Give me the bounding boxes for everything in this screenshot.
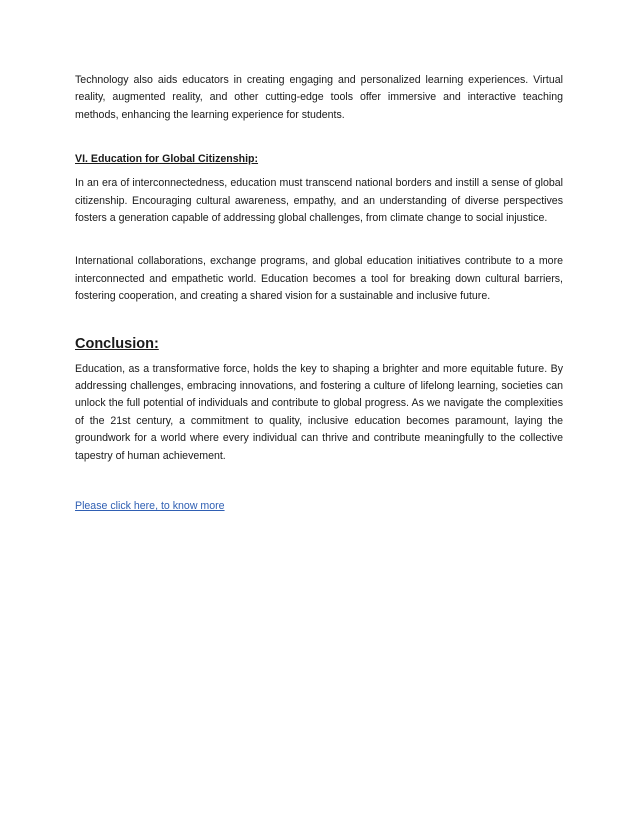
global-citizenship-paragraph-1: In an era of interconnectedness, education must transcend national borders and instill a sense of global citizenship. Encouraging cultural awareness, empathy, and an understanding of diverse perspectives fosters a generation capable of addressing global challenges, from climate change to social injustice. (75, 177, 563, 225)
conclusion-paragraph: Education, as a transformative force, holds the key to shaping a brighter and more equitable future. By addressing challenges, embracing innovations, and fostering a culture of lifelong learning, societies can unlock the full potential of individuals and contribute to global progress. As we navigate the complexities of the 21st century, a commitment to quality, inclusive education becomes paramount, laying the groundwork for a world where every individual can thrive and contribute meaningfully to the collective tapestry of human achievement. (75, 362, 563, 462)
conclusion-heading: Conclusion: (75, 335, 159, 352)
document-page (75, 72, 563, 514)
global-citizenship-paragraph-2: International collaborations, exchange programs, and global education initiatives contribute to a more interconnected and empathetic world. Education becomes a tool for breaking down cultural barriers, fostering cooperation, and creating a shared vision for a sustainable and inclusive future. (75, 255, 563, 303)
section-heading-global-citizenship: VI. Education for Global Citizenship: (75, 153, 259, 166)
know-more-link[interactable]: Please click here, to know more (75, 500, 225, 513)
intro-paragraph: Technology also aids educators in creating engaging and personalized learning experiences. Virtual reality, augmented reality, and other cutting-edge tools offer immersive and interactive teaching methods, enhancing the learning experience for students. (75, 74, 563, 121)
